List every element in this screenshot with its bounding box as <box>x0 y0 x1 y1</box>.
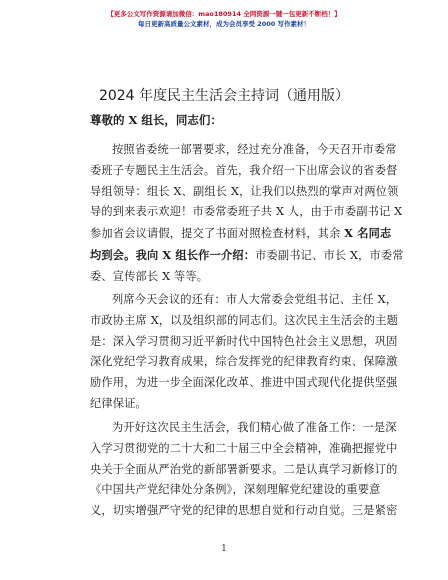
paragraph-line: 励作用，为进一步全面深化改革、推进中国式现代化提供坚强 <box>90 376 398 390</box>
paragraph-1 <box>90 140 404 288</box>
paragraph-line: 导组领导：组长 X、副组长 X，让我们以热烈的掌声对两位领 <box>90 184 399 198</box>
paragraph-line: 纪律保证。 <box>90 396 147 410</box>
paragraph-line: 委班子专题民主生活会。首先，我介绍一下出席会议的省委督 <box>90 163 398 177</box>
paragraph-line: 导的到来表示欢迎！市委常委班子共 X 人，由于市委副书记 X <box>90 205 403 219</box>
paragraph-line: 《中国共产党纪律处分条例》，深刻理解党纪建设的重要意 <box>90 483 381 497</box>
paragraph-line: 按照省委统一部署要求，经过充分准备，今天召开市委常 <box>112 143 397 156</box>
paragraph-line: 义，切实增强严守党的纪律的思想自觉和行动自觉。三是紧密 <box>90 504 398 518</box>
paragraph-line: 委、宣传部长 X 等等。 <box>90 269 209 283</box>
paragraph-line: 是：深入学习贯彻习近平新时代中国特色社会主义思想，巩固 <box>90 334 398 348</box>
paragraph-3 <box>90 418 398 522</box>
page-number: 1 <box>221 544 227 554</box>
paragraph-line: 列席今天会议的还有：市人大常委会党组书记、主任 X， <box>112 293 398 306</box>
paragraph-2 <box>90 290 398 415</box>
promo-banner-line2: 每日更新高质量公文素材，成为会员享受 2000 写作素材！ <box>137 20 311 28</box>
paragraph-line: 央关于全面从严治党的新部署新要求。二是认真学习新修订的 <box>90 462 398 476</box>
promo-banner-line1: 【更多公文写作资源请加微信：mao180914 全网资源一键一包更新不断档！】 <box>107 10 341 18</box>
paragraph-line: 为开好这次民主生活会，我们精心做了准备工作：一是深 <box>112 421 397 434</box>
paragraph-line: 入学习贯彻党的二十大和二十届三中全会精神，准确把握党中 <box>90 441 398 455</box>
paragraph-line: 均到会。我向 X 组长作一介绍：市委副书记、市长 X，市委常 <box>90 247 404 262</box>
paragraph-line: 市政协主席 X，以及组织部的同志们。这次民主生活会的主题 <box>90 313 398 327</box>
paragraph-line: 参加省会议请假，提交了书面对照检查材料，其余 X 名同志 <box>90 226 392 241</box>
greeting: 尊敬的 X 组长，同志们： <box>90 113 222 127</box>
paragraph-line: 深化党纪学习教育成果，综合发挥党的纪律教育约束、保障激 <box>90 355 398 369</box>
document-title: 2024 年度民主生活会主持词（通用版） <box>98 88 350 104</box>
